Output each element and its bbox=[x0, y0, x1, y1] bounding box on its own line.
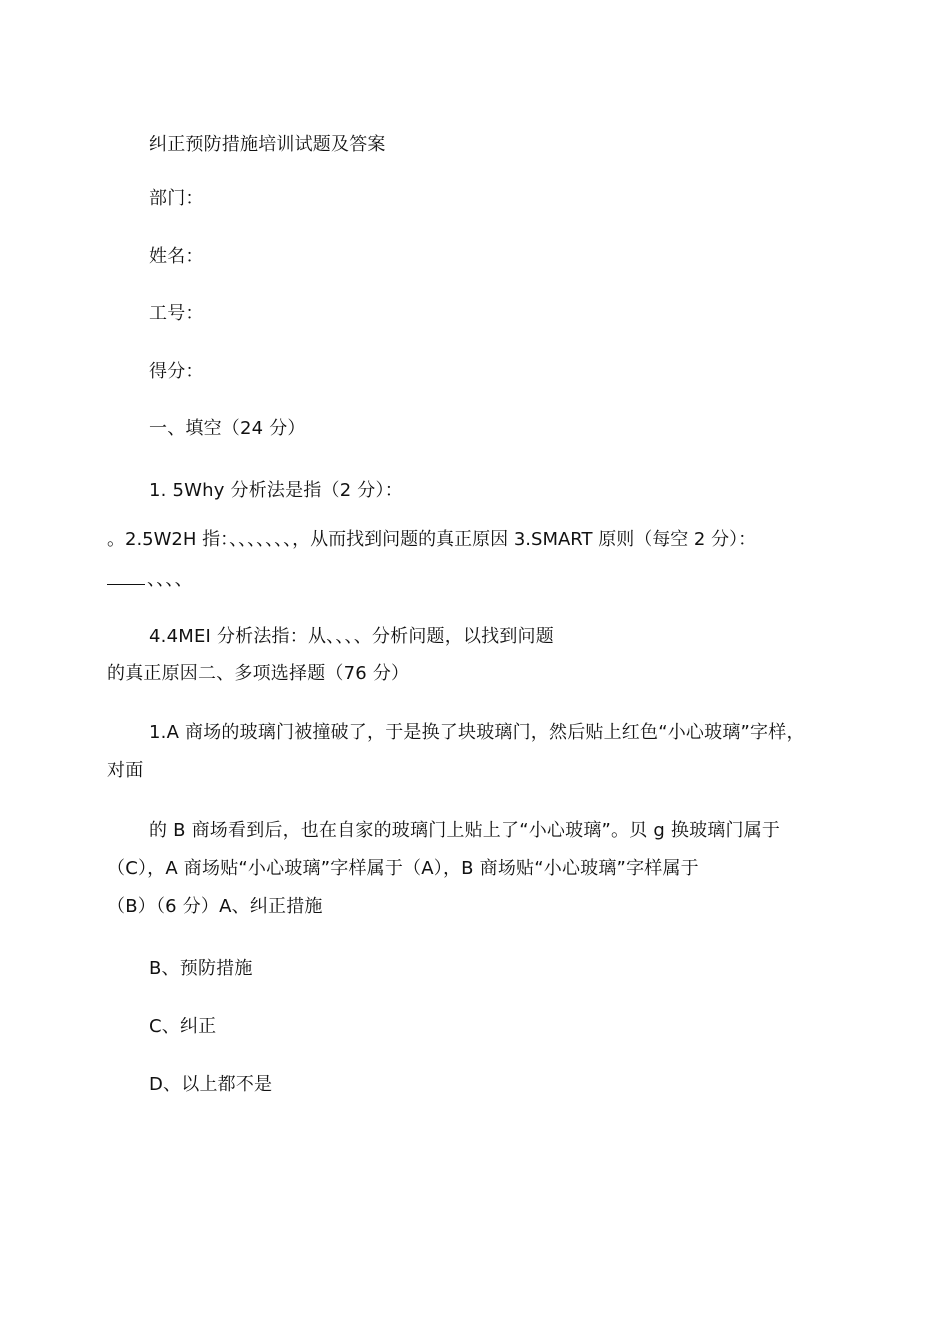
document-title: 纠正预防措施培训试题及答案 bbox=[149, 134, 386, 155]
question-2-3-5w2h-smart: 。2.5W2H 指：、、、、、、、，从而找到问题的真正原因 3.SMART 原则（每空 2 分）： bbox=[107, 529, 757, 550]
question-1-5why: 1. 5Why 分析法是指（2 分）： bbox=[149, 480, 403, 501]
option-d: D、以上都不是 bbox=[149, 1074, 273, 1095]
option-c: C、纠正 bbox=[149, 1016, 217, 1037]
name-field-label: 姓名： bbox=[149, 246, 204, 267]
question-4-4mei-line2: 的真正原因二、多项选择题（76 分） bbox=[107, 663, 410, 684]
mc-question-1-line4: （C），A 商场贴“小心玻璃”字样属于（A），B 商场贴“小心玻璃”字样属于 bbox=[107, 858, 699, 879]
employee-id-field-label: 工号： bbox=[149, 303, 204, 324]
question-3-blanks bbox=[107, 568, 193, 592]
mc-question-1-line5: （B）（6 分）A、纠正措施 bbox=[107, 896, 323, 917]
section1-heading: 一、填空（24 分） bbox=[149, 418, 306, 439]
question-4-4mei-line1: 4.4MEI 分析法指：从、、、、分析问题，以找到问题 bbox=[149, 626, 554, 647]
question-3-blank-separators: 、、、、 bbox=[147, 569, 193, 590]
mc-question-1-line1: 1.A 商场的玻璃门被撞破了，于是换了块玻璃门，然后贴上红色“小心玻璃”字样， bbox=[149, 722, 805, 743]
score-field-label: 得分： bbox=[149, 361, 204, 382]
mc-question-1-line2: 对面 bbox=[107, 760, 144, 781]
answer-blank bbox=[107, 570, 145, 585]
option-b: B、预防措施 bbox=[149, 958, 253, 979]
mc-question-1-line3: 的 B 商场看到后，也在自家的玻璃门上贴上了“小心玻璃”。贝 g 换玻璃门属于 bbox=[149, 820, 781, 841]
department-field-label: 部门： bbox=[149, 188, 204, 209]
